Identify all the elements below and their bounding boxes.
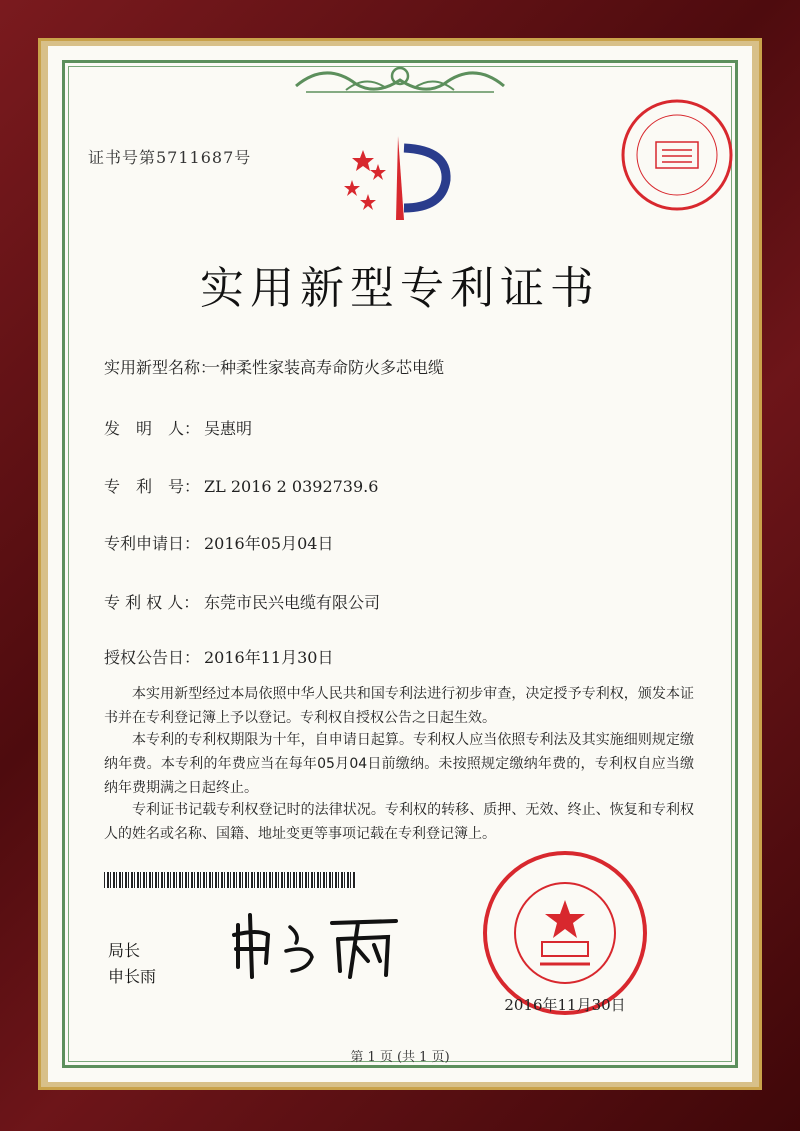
- field-value: 东莞市民兴电缆有限公司: [204, 593, 381, 612]
- page-number: 第 1 页 (共 1 页): [350, 1050, 450, 1065]
- director-name: 申长雨: [108, 967, 157, 986]
- field-label: 专利申请日：: [104, 534, 201, 553]
- field-inventor: [104, 416, 252, 439]
- field-grant-date: [104, 645, 333, 668]
- field-label: 授权公告日：: [104, 648, 201, 667]
- certificate-number: 证书号第5711687号: [88, 148, 252, 167]
- director-title: 局长: [108, 941, 141, 960]
- patent-office-logo-icon: [338, 128, 458, 228]
- field-label: 专 利 号：: [104, 477, 201, 496]
- seal-date: 2016年11月30日: [504, 996, 626, 1014]
- official-seal-icon: [480, 848, 650, 1018]
- ornament-icon: [286, 56, 514, 102]
- page-title: 实用新型专利证书: [200, 263, 600, 314]
- field-utility-name: [104, 355, 444, 378]
- paragraph-grant: 本实用新型经过本局依照中华人民共和国专利法进行初步审查，决定授予专利权，颁发本证书并在专利登记簿上予以登记。专利权自授权公告之日起生效。: [104, 686, 694, 726]
- field-value: 吴惠明: [204, 419, 253, 438]
- signature-icon: [228, 905, 408, 985]
- paragraph-term: 本专利的专利权期限为十年，自申请日起算。专利权人应当依照专利法及其实施细则规定缴纳年费。本专利的年费应当在每年05月04日前缴纳。未按照规定缴纳年费的，专利权自应当缴纳年费期满之日起终止。: [104, 732, 694, 796]
- tax-stamp-icon: [618, 96, 736, 214]
- field-label: 实用新型名称：: [104, 358, 217, 377]
- field-value: 一种柔性家装高寿命防火多芯电缆: [204, 358, 445, 377]
- paragraph-legal-status: 专利证书记载专利权登记时的法律状况。专利权的转移、质押、无效、终止、恢复和专利权人的姓名或名称、国籍、地址变更等事项记载在专利登记簿上。: [104, 802, 694, 842]
- field-patent-number: [104, 474, 378, 497]
- field-value: ZL 2016 2 0392739.6: [204, 477, 379, 496]
- field-patentee: [104, 590, 380, 613]
- field-label: 发 明 人：: [104, 419, 201, 438]
- field-label: 专 利 权 人：: [104, 593, 200, 612]
- barcode-icon: [104, 872, 356, 888]
- field-application-date: [104, 531, 333, 554]
- field-value: 2016年11月30日: [204, 648, 334, 667]
- field-value: 2016年05月04日: [204, 534, 334, 553]
